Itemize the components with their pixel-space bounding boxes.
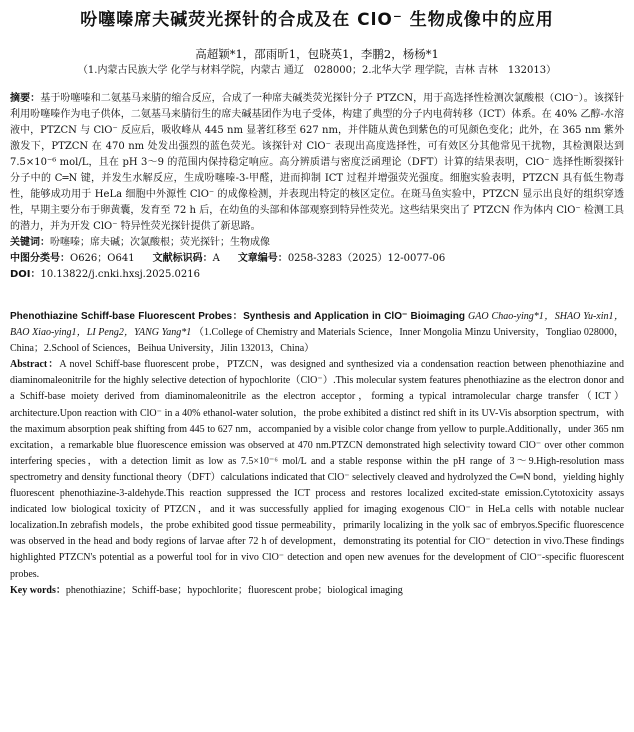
chinese-classification-line bbox=[10, 251, 624, 267]
chinese-keywords-label: 关键词： bbox=[10, 237, 50, 248]
english-abstract-block bbox=[10, 309, 624, 583]
article-number-value: 0258-3283（2025）12-0077-06 bbox=[287, 253, 446, 264]
english-authors: GAO Chao-ying*1，SHAO Yu-xin1，BAO Xiao-ying1，LI Peng2，YANG Yang*1 bbox=[10, 311, 624, 339]
chinese-abstract bbox=[10, 91, 624, 235]
chinese-affiliation: （1.内蒙古民族大学 化学与材料学院，内蒙古 通辽 028000；2.北华大学 理学院，吉林 吉林 132013） bbox=[77, 65, 557, 76]
chinese-title: 吩噻嗪席夫碱荧光探针的合成及在 ClO⁻ 生物成像中的应用 bbox=[80, 10, 554, 30]
chinese-keywords-text: 吩噻嗪；席夫碱；次氯酸根；荧光探针；生物成像 bbox=[50, 237, 270, 248]
chinese-keywords bbox=[10, 235, 624, 251]
document-code-value: A bbox=[212, 253, 220, 264]
doi-value: 10.13822/j.cnki.hxsj.2025.0216 bbox=[40, 269, 200, 280]
english-keywords bbox=[10, 583, 624, 599]
doi-label: DOI： bbox=[10, 269, 41, 280]
chinese-abstract-label: 摘要： bbox=[10, 93, 41, 104]
english-keywords-text: phenothiazine；Schiff-base；hypochlorite；fluorescent probe；biological imaging bbox=[65, 584, 403, 596]
english-title: Phenothiazine Schiff-base Fluorescent Probes：Synthesis and Application in ClO⁻ Bioimaging bbox=[10, 311, 465, 322]
document-code-label: 文献标识码： bbox=[152, 253, 213, 264]
english-abstract-label: Abstract： bbox=[10, 359, 60, 371]
clc-label: 中图分类号： bbox=[10, 253, 70, 264]
chinese-abstract-text: 基于吩噻嗪和二氨基马来腈的缩合反应，合成了一种席夫碱类荧光探针分子 PTZCN，用于高选择性检测次氯酸根（ClO⁻）。该探针利用吩噻嗪作为电子供体，二氨基马来腈衍生的席夫碱基团作为电子受体，构建了典型的分子内电荷转移（ICT）体系。在 40% 乙醇-水溶液中，PTZCN 与 ClO⁻ 反应后，吸收峰从 445 nm 显著红移至 627 nm，并伴随从黄色到紫色的可见颜色变化；此外，在 365 nm 紫外激发下，PTZCN 在 470 nm 处发出强烈的蓝色荧光。该探针对 ClO⁻ 表现出高度选择性，可有效区分其他常见干扰物，其检测限达到 7.5×10⁻⁶ mol/L，且在 pH 3～9 的范围内保持稳定响应。高分辨质谱与密度泛函理论（DFT）计算的结果表明，ClO⁻ 选择性断裂探针分子中的 C═N 键，并发生水解反应，生成吩噻嗪-3-甲醛，进而抑制 ICT 过程并增强荧光强度。细胞实验表明，PTZCN 具有低生物毒性，能够成功用于 HeLa 细胞中外源性 ClO⁻ 的成像检测，并表现出特定的核区定位。在斑马鱼实验中，PTZCN 显示出良好的组织穿透性，早期主要分布于卵黄囊，发育至 72 h 后，在幼鱼的头部和体部观察到特异性荧光。这些结果突出了 PTZCN 作为体内 ClO⁻ 检测工具的潜力，并为开发 ClO⁻ 特异性荧光探针提供了新思路。 bbox=[10, 93, 624, 232]
doi-line bbox=[10, 267, 624, 283]
english-affiliation: （1.College of Chemistry and Materials Science，Inner Mongolia Minzu University，Tongliao 028000，China；2.School of Sciences，Beihua University，Jilin 132013，China） bbox=[10, 327, 624, 355]
article-number-label: 文章编号： bbox=[237, 253, 288, 264]
clc-value: O626；O641 bbox=[70, 253, 135, 264]
english-keywords-label: Key words： bbox=[10, 584, 66, 596]
chinese-authors: 高超颖*1，邵雨昕1，包晓英1，李鹏2，杨杨*1 bbox=[195, 47, 439, 61]
english-abstract-text: A novel Schiff-base fluorescent probe，PTZCN，was designed and synthesized via a condensation reaction between phenothiazine and diaminomaleonitrile for the highly selective detection of hypochlorite（ClO⁻）.This molecular system features phenothiazine as the electron donor and a Schiff-base moiety derived from diaminomaleonitrile as the electron acceptor，forming a typical intramolecular charge transfer（ICT）architecture.Upon reaction with ClO⁻ in a 40% ethanol-water solution，the probe exhibited a distinct red shift in its UV-Vis absorption spectrum，with the maximum absorption peak shifting from 445 to 627 nm，accompanied by a visible color change from yellow to purple.Additionally，under 365 nm excitation，a remarkable blue fluorescence emission was observed at 470 nm.PTZCN demonstrated high selectivity toward ClO⁻ over other common interfering species，with a detection limit as low as 7.5×10⁻⁶ mol/L and a stable response within the pH range of 3～9.High-resolution mass spectrometry and density functional theory（DFT）calculations indicated that ClO⁻ selectively cleaved and hydrolyzed the C═N bond，yielding highly fluorescent phenothiazine-3-aldehyde.This reaction suppressed the ICT process and restores localized excited-state emission.Cytotoxicity assays indicated low biological toxicity of PTZCN，and it was successfully applied for imaging exogenous ClO⁻ in HeLa cells with notable nuclear localization.In zebrafish models，the probe exhibited good tissue permeability，primarily localizing in the yolk sac of embryos.Specific fluorescence was observed in the head and body regions of larvae after 72 h of development，demonstrating its potential for ClO⁻ detection in vivo.These findings highlighted PTZCN's potential as a powerful tool for in vivo ClO⁻ detection and open new avenues for the development of ClO⁻-specific fluorescent probes. bbox=[10, 359, 625, 580]
